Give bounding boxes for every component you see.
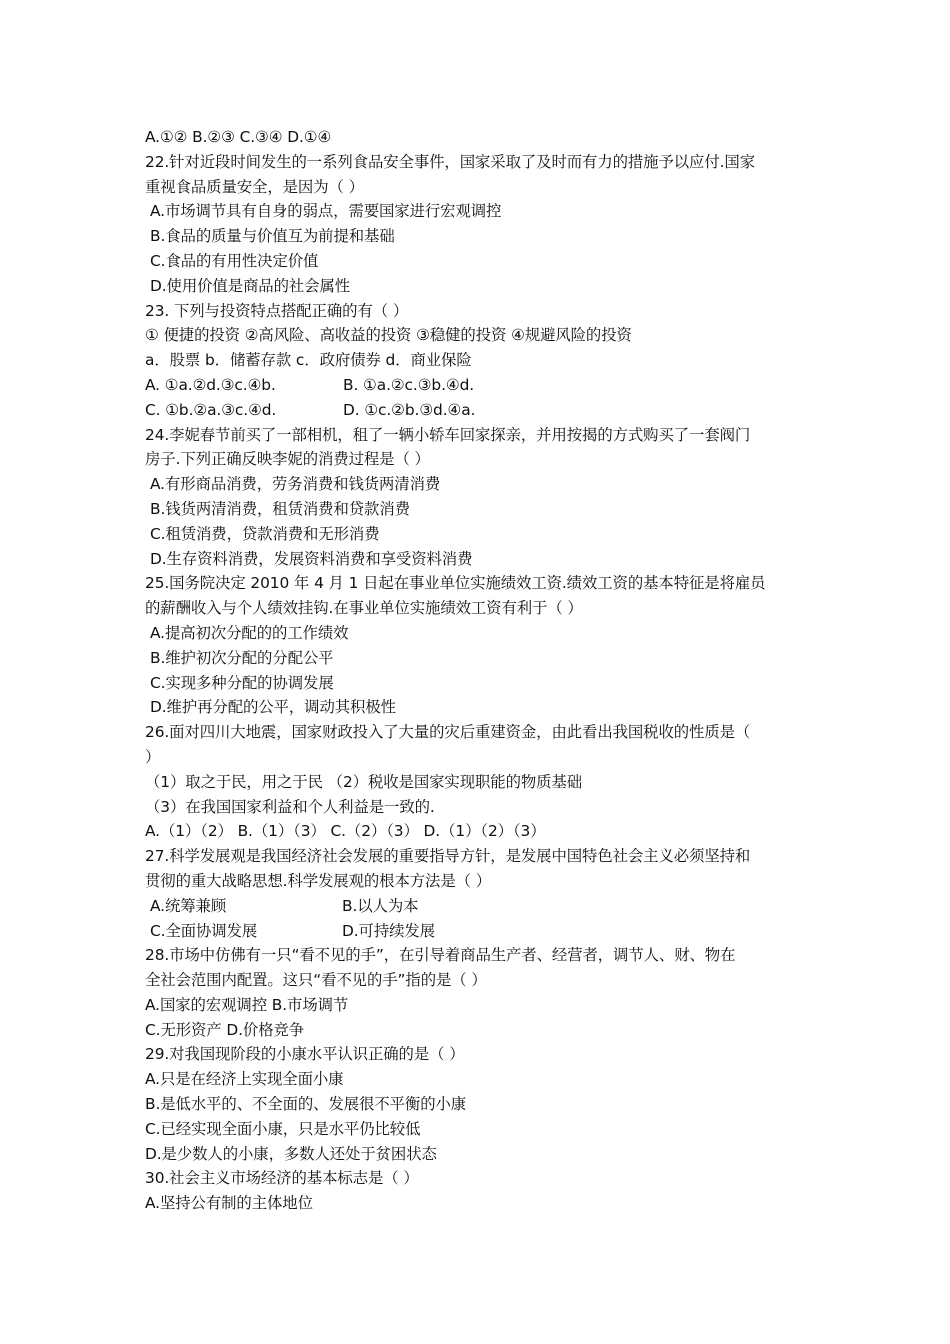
q25-stem-line2: 的薪酬收入与个人绩效挂钩.在事业单位实施绩效工资有利于（ ）: [145, 599, 583, 618]
q28-options-row2: C.无形资产 D.价格竞争: [145, 1020, 305, 1039]
q27-options-row2: [145, 919, 815, 944]
q24-option-c: C.租赁消费，贷款消费和无形消费: [150, 524, 380, 543]
q23-options-row1: [145, 373, 815, 398]
q29-option-b: B.是低水平的、不全面的、发展很不平衡的小康: [145, 1095, 467, 1114]
q27-option-b: B.以人为本: [342, 896, 419, 915]
q21-options: A.①② B.②③ C.③④ D.①④: [145, 128, 332, 146]
q23-option-c: C. ①b.②a.③c.④d.: [145, 400, 277, 419]
q24-option-b: B.钱货两清消费，租赁消费和贷款消费: [150, 499, 410, 518]
q29-stem: 29.对我国现阶段的小康水平认识正确的是（ ）: [145, 1045, 465, 1064]
q26-statements-line2: （3）在我国国家利益和个人利益是一致的.: [145, 797, 435, 816]
q26-stem-line2: ）: [145, 747, 161, 766]
q27-option-a: A.统筹兼顾: [150, 896, 227, 915]
q29-option-d: D.是少数人的小康，多数人还处于贫困状态: [145, 1144, 437, 1163]
q26-statements-line1: （1）取之于民，用之于民 （2）税收是国家实现职能的物质基础: [145, 772, 583, 791]
q23-option-a: A. ①a.②d.③c.④b.: [145, 375, 276, 394]
q27-stem-line2: 贯彻的重大战略思想.科学发展观的根本方法是（ ）: [145, 871, 491, 890]
q24-option-a: A.有形商品消费，劳务消费和钱货两清消费: [150, 475, 441, 494]
q28-options-row1: A.国家的宏观调控 B.市场调节: [145, 995, 349, 1014]
q24-stem-line2: 房子.下列正确反映李妮的消费过程是（ ）: [145, 450, 430, 469]
q25-option-b: B.维护初次分配的分配公平: [150, 648, 334, 667]
document-page: [145, 125, 815, 1216]
q25-option-d: D.维护再分配的公平，调动其积极性: [150, 698, 396, 717]
q24-stem-line1: 24.李妮春节前买了一部相机，租了一辆小轿车回家探亲，并用按揭的方式购买了一套阀门: [145, 425, 751, 444]
q22-option-b: B.食品的质量与价值互为前提和基础: [150, 227, 395, 246]
q23-items-lettered: a．股票 b．储蓄存款 c．政府债券 d．商业保险: [145, 351, 472, 370]
q25-option-c: C.实现多种分配的协调发展: [150, 673, 334, 692]
q27-options-row1: [145, 894, 815, 919]
q23-options-row2: [145, 398, 815, 423]
q27-stem-line1: 27.科学发展观是我国经济社会发展的重要指导方针，是发展中国特色社会主义必须坚持和: [145, 847, 751, 866]
q27-option-c: C.全面协调发展: [150, 921, 258, 940]
q30-option-a: A.坚持公有制的主体地位: [145, 1194, 313, 1213]
q26-stem-line1: 26.面对四川大地震，国家财政投入了大量的灾后重建资金，由此看出我国税收的性质是（: [145, 723, 751, 742]
q23-option-b: B. ①a.②c.③b.④d.: [343, 375, 475, 394]
q23-items-numbered: ① 便捷的投资 ②高风险、高收益的投资 ③稳健的投资 ④规避风险的投资: [145, 326, 632, 345]
q22-option-d: D.使用价值是商品的社会属性: [150, 276, 351, 295]
q29-option-a: A.只是在经济上实现全面小康: [145, 1070, 344, 1089]
q28-stem-line2: 全社会范围内配置。这只“看不见的手”指的是（ ）: [145, 971, 487, 990]
q23-option-d: D. ①c.②b.③d.④a.: [343, 400, 476, 419]
q23-stem: 23. 下列与投资特点搭配正确的有（ ）: [145, 301, 409, 320]
q22-option-c: C.食品的有用性决定价值: [150, 251, 319, 270]
q26-options: A.（1）（2） B.（1）（3） C.（2）（3） D.（1）（2）（3）: [145, 822, 546, 841]
q24-option-d: D.生存资料消费，发展资料消费和享受资料消费: [150, 549, 473, 568]
q22-stem-line1: 22.针对近段时间发生的一系列食品安全事件，国家采取了及时而有力的措施予以应付.国家: [145, 152, 756, 171]
q28-stem-line1: 28.市场中仿佛有一只“看不见的手”，在引导着商品生产者、经营者，调节人、财、物在: [145, 946, 736, 965]
q25-option-a: A.提高初次分配的的工作绩效: [150, 623, 349, 642]
q27-option-d: D.可持续发展: [342, 921, 435, 940]
q30-stem: 30.社会主义市场经济的基本标志是（ ）: [145, 1169, 419, 1188]
q22-option-a: A.市场调节具有自身的弱点，需要国家进行宏观调控: [150, 202, 502, 221]
q25-stem-line1: 25.国务院决定 2010 年 4 月 1 日起在事业单位实施绩效工资.绩效工资的基本特征是将雇员: [145, 574, 766, 593]
q29-option-c: C.已经实现全面小康，只是水平仍比较低: [145, 1119, 421, 1138]
q22-stem-line2: 重视食品质量安全，是因为（ ）: [145, 177, 364, 196]
